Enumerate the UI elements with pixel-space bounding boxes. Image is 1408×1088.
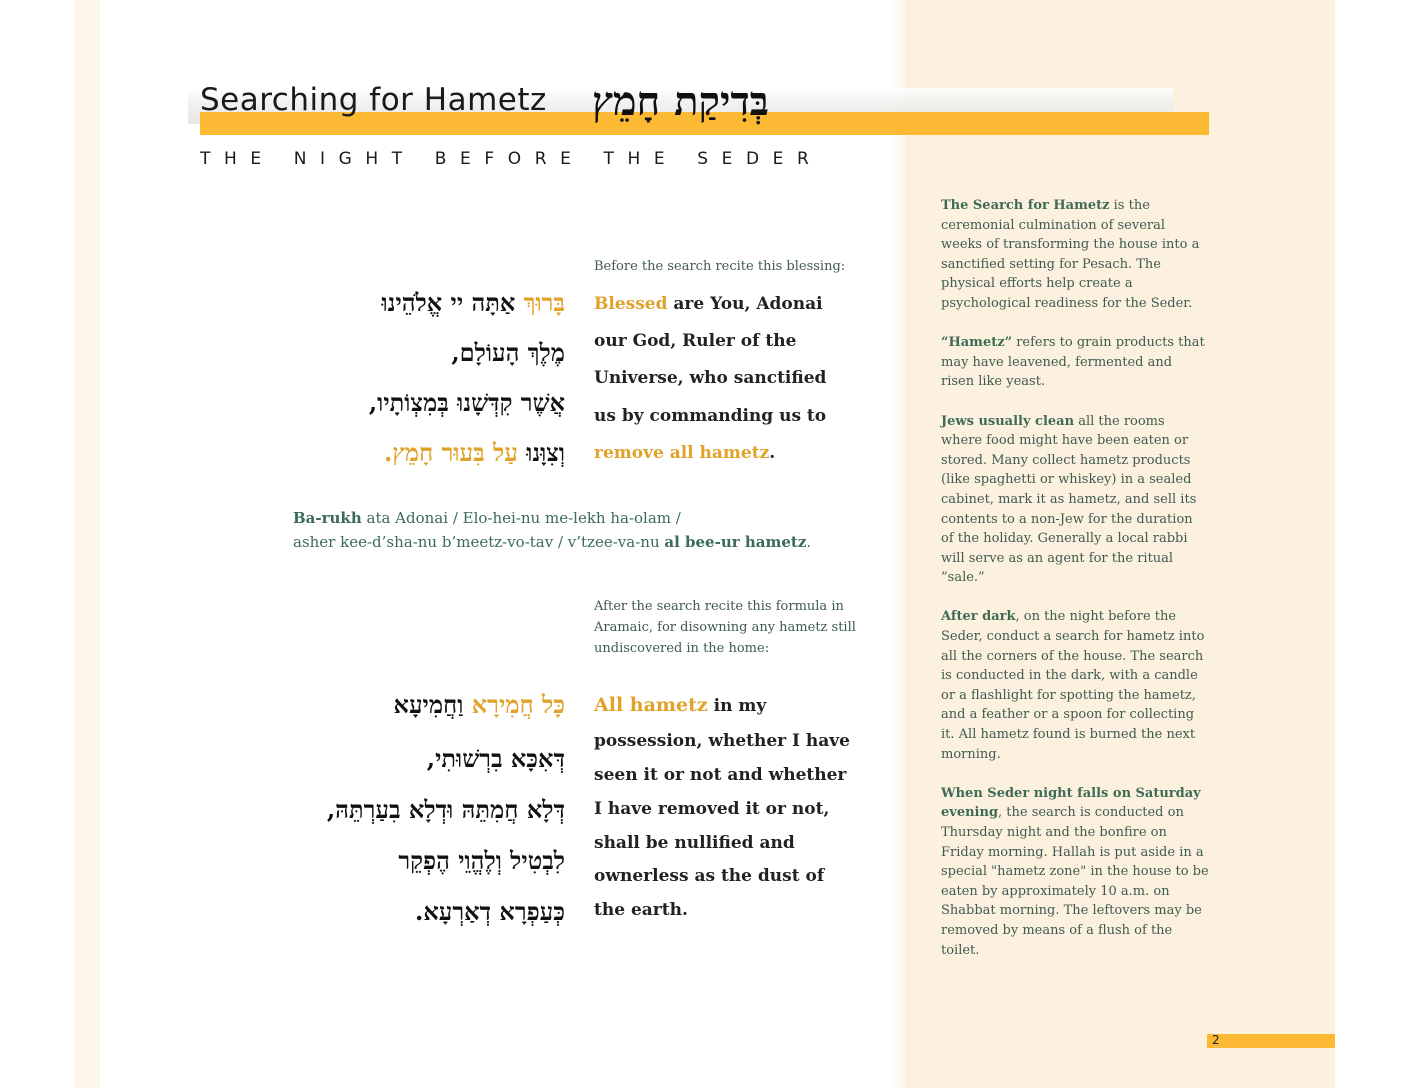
- disowning-english-line: shall be nullified and: [594, 833, 795, 853]
- disowning-english-line: the earth.: [594, 900, 688, 920]
- disowning-instruction: undiscovered in the home:: [594, 641, 770, 656]
- blessing-transliteration: asher kee-d’sha-nu b’meetz-vo-tav / v’tzee-va-nu al bee-ur hametz.: [293, 533, 812, 551]
- sidebar-paragraph: “Hametz” refers to grain products that may have leavened, fermented and risen like yeast.: [941, 335, 1205, 390]
- blessing-english-line: our God, Ruler of the: [594, 331, 797, 351]
- sidebar-torn-edge: [890, 0, 920, 1088]
- blessing-hebrew-line: בָּרוּךְ אַתָּה יי אֱלֹהֵינוּ: [381, 288, 565, 317]
- sidebar-paragraph: Jews usually clean all the rooms where food might have been eaten or stored. Many collect hametz products (like spaghetti or whiskey) in a sealed cabinet, mark it as hametz, and sell its contents to a non-Jew for the duration of the holiday. Generally a local rabbi will serve as an agent for the ritual ”sale.”: [941, 413, 1197, 586]
- blessing-transliteration: Ba-rukh ata Adonai / Elo-hei-nu me-lekh ha-olam /: [293, 509, 681, 527]
- disowning-instruction: After the search recite this formula in: [594, 599, 844, 614]
- page-title-hebrew: בְּדִיקַת חָמֵץ: [592, 78, 769, 125]
- blessing-hebrew-line: וְצִוָּנוּ עַל בִּעוּר חָמֵץ.: [383, 438, 565, 467]
- blessing-english-line: us by commanding us to: [594, 406, 827, 426]
- left-margin-strip: [74, 0, 100, 1088]
- outer-background: [0, 0, 74, 1088]
- disowning-hebrew-line: דְּאִכָּא בִרְשׁוּתִי,: [426, 744, 565, 773]
- blessing-hebrew-line: מֶלֶךְ הָעוֹלָם,: [451, 338, 565, 367]
- page-number: 2: [1212, 1033, 1220, 1047]
- page-number-bar: [1207, 1034, 1335, 1048]
- sidebar-notes: [941, 196, 1209, 980]
- disowning-hebrew-line: דְּלָא חֲמִתֵּהּ וּדְלָא בִעַרְתֵּהּ,: [326, 795, 565, 824]
- disowning-english-line: I have removed it or not,: [594, 799, 830, 819]
- page-subtitle: THE NIGHT BEFORE THE SEDER: [200, 149, 823, 169]
- blessing-english-line: Blessed are You, Adonai: [594, 294, 823, 314]
- blessing-english-line: Universe, who sanctified: [594, 368, 827, 388]
- disowning-english-line: possession, whether I have: [594, 731, 850, 751]
- disowning-instruction: Aramaic, for disowning any hametz still: [594, 620, 856, 635]
- disowning-hebrew-line: כְּעַפְרָא דְאַרְעָא.: [414, 897, 565, 926]
- blessing-instruction: Before the search recite this blessing:: [594, 259, 846, 274]
- sidebar-paragraph: The Search for Hametz is the ceremonial culmination of several weeks of transforming the house into a sanctified setting for Pesach. The physical efforts help create a psychological readiness for the Seder.: [941, 198, 1200, 311]
- blessing-english-line: remove all hametz.: [594, 443, 776, 463]
- disowning-english-line: ownerless as the dust of: [594, 866, 825, 886]
- right-margin-strip: [1335, 0, 1408, 1088]
- disowning-english-line: All hametz in my: [594, 694, 767, 716]
- disowning-english-line: seen it or not and whether: [594, 765, 847, 785]
- page-title: Searching for Hametz: [200, 82, 547, 118]
- sidebar-paragraph: After dark, on the night before the Seder, conduct a search for hametz into all the corners of the house. The search is conducted in the dark, with a candle or a flashlight for spotting the hametz, and a feather or a spoon for collecting it. All hametz found is burned the next morning.: [941, 609, 1205, 762]
- sidebar-paragraph: When Seder night falls on Saturday evening, the search is conducted on Thursday night and the bonfire on Friday morning. Hallah is put aside in a special "hametz zone" in the house to be eaten by approximately 10 a.m. on Shabbat morning. The leftovers may be removed by means of a flush of the toilet.: [941, 785, 1209, 958]
- disowning-hebrew-line: לִבְטִיל וְלֶהֱוֵי הֶפְקֵר: [398, 846, 565, 875]
- blessing-hebrew-line: אֲשֶׁר קִדְּשָׁנוּ בְּמִצְוֹתָיו,: [368, 388, 565, 417]
- disowning-hebrew-line: כָּל חֲמִירָא וַחֲמִיעָא: [393, 690, 565, 719]
